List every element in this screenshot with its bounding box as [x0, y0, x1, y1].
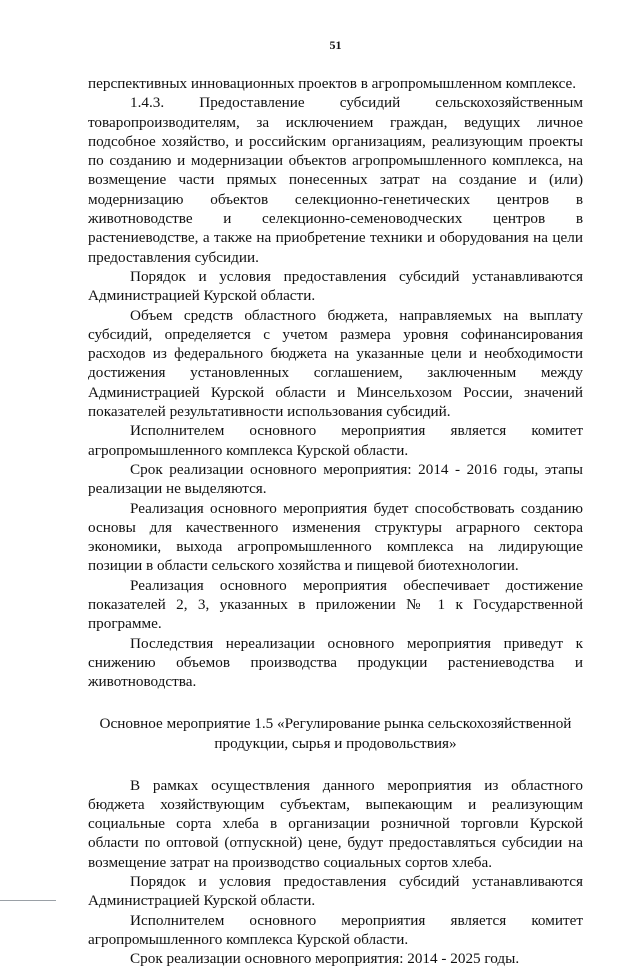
paragraph-procedure: Порядок и условия предоставления субсидий устанавливаются Администрацией Курской области.	[88, 267, 583, 305]
document-page	[88, 38, 583, 968]
paragraph-term: Срок реализации основного мероприятия: 2014 - 2016 годы, этапы реализации не выделяются.	[88, 460, 583, 498]
section-heading-line-1: Основное мероприятие 1.5 «Регулирование рынка сельскохозяйственной	[99, 714, 572, 732]
paragraph-executor: Исполнителем основного мероприятия является комитет агропромышленного комплекса Курской области.	[88, 422, 583, 459]
paragraph-budget-volume: Объем средств областного бюджета, направляемых на выплату субсидий, определяется с учетом размера уровня софинансирования расходов из федерального бюджета на указанные цели и необходимости достижения установленных соглашением, заключенным между Администрацией Курской области и Минсельхозом России, значений показателей результативности использования субсидий.	[88, 306, 583, 421]
paragraph-indicators: Реализация основного мероприятия обеспечивает достижение показателей 2, 3, указанных в приложении № 1 к Государственной программе.	[88, 576, 583, 633]
paragraph-executor-2: Исполнителем основного мероприятия является комитет агропромышленного комплекса Курской области.	[88, 911, 583, 948]
paragraph-consequences: Последствия нереализации основного мероприятия приведут к снижению объемов производства продукции растениеводства и животноводства.	[88, 634, 583, 691]
page-number: 51	[329, 38, 342, 52]
paragraph-1-4-3: 1.4.3. Предоставление субсидий сельскохозяйственным товаропроизводителям, за исключением граждан, ведущих личное подсобное хозяйство, и российским организациям, реализующим проекты по созданию и модернизации объектов агропромышленного комплекса, на возмещение части прямых понесенных затрат на создание и (или) модернизацию объектов селекционно-генетических центров в животноводстве и селекционно-семеноводческих центров в растениеводстве, а также на приобретение техники и оборудования на цели предоставления субсидии.	[88, 94, 583, 266]
paragraph-bread-subsidy: В рамках осуществления данного мероприятия из областного бюджета хозяйствующим субъектам, выпекающим и реализующим социальные сорта хлеба в организации розничной торговли Курской области по оптовой (отпускной) цене, будут предоставляться субсидии на возмещение затрат на производство социальных сортов хлеба.	[88, 776, 583, 871]
section-heading	[88, 714, 583, 754]
paragraph-procedure-2: Порядок и условия предоставления субсидий устанавливаются Администрацией Курской области.	[88, 872, 583, 910]
paragraph-term-2: Срок реализации основного мероприятия: 2014 - 2025 годы.	[130, 950, 520, 968]
paragraph-effect: Реализация основного мероприятия будет способствовать созданию основы для качественного изменения структуры аграрного сектора экономики, выхода агропромышленного комплекса на лидирующие позиции в области сельского хозяйства и пищевой биотехнологии.	[88, 499, 583, 575]
scan-edge-mark	[0, 900, 56, 901]
section-heading-line-2: продукции, сырья и продовольствия»	[214, 734, 457, 752]
paragraph-continuation: перспективных инновационных проектов в агропромышленном комплексе.	[88, 75, 577, 92]
